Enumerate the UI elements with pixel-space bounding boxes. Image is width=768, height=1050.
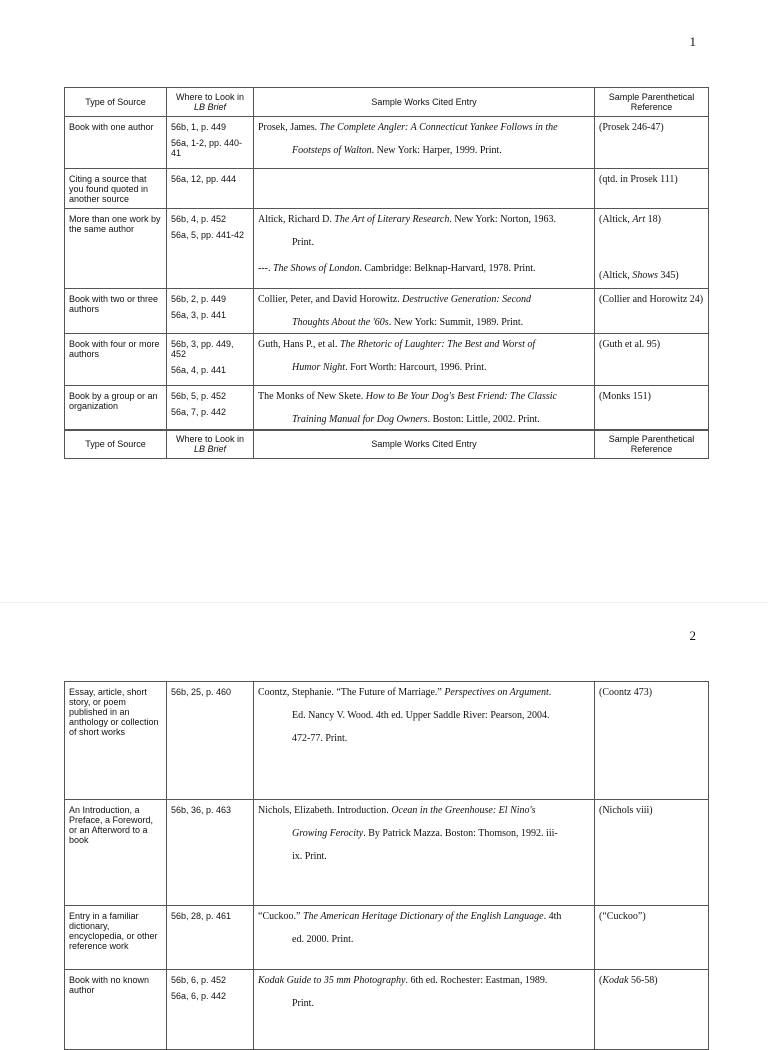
header-paren-label: Sample Parenthetical Reference: [608, 92, 695, 112]
source-type: An Introduction, a Preface, a Foreword, or an Afterword to a book: [65, 800, 167, 906]
where-to-look: [167, 970, 254, 1050]
citation-table-3: [64, 681, 709, 1050]
parenthetical-reference: (Nichols viii): [595, 800, 709, 906]
works-cited-entry: [254, 209, 595, 289]
where-to-look: [167, 682, 254, 800]
header-works-cited-entry: [254, 430, 595, 459]
citation-table-2: [64, 429, 709, 459]
entry-line: [258, 263, 591, 275]
works-cited-entry: [254, 906, 595, 970]
where-ref: 56a, 4, p. 441: [171, 365, 227, 375]
header-entry-label: Sample Works Cited Entry: [371, 439, 477, 449]
where-to-look: [167, 334, 254, 386]
page-number: 2: [689, 628, 696, 643]
parenthetical-reference: (Prosek 246-47): [595, 117, 709, 169]
works-cited-entry: [254, 289, 595, 334]
where-ref: 56a, 1-2, pp. 440-41: [171, 138, 243, 158]
entry-line: [258, 414, 591, 426]
where-to-look: [167, 209, 254, 289]
table-row: [65, 682, 709, 800]
table-header-row: [65, 88, 709, 117]
where-ref: 56a, 6, p. 442: [171, 991, 227, 1001]
paren-title: Shows: [632, 270, 658, 281]
entry-title: Footsteps of Walton: [292, 145, 372, 156]
entry-text: Coontz, Stephanie. “The Future of Marriage.”: [258, 687, 445, 698]
where-ref: 56b, 28, p. 461: [171, 911, 232, 921]
entry-text: . 6th ed. Rochester: Eastman, 1989.: [405, 975, 548, 986]
entry-line: [258, 805, 591, 817]
entry-line: [258, 317, 591, 329]
source-type: More than one work by the same author: [65, 209, 167, 289]
table-row: [65, 800, 709, 906]
entry-title: Training Manual for Dog Owners: [292, 414, 428, 425]
table-row: [65, 209, 709, 289]
paren-ref-a: [599, 214, 705, 226]
entry-title: The Art of Literary Research: [334, 214, 450, 225]
entry-title: Destructive Generation: Second: [402, 294, 532, 305]
where-ref: 56a, 12, pp. 444: [171, 174, 237, 184]
where-ref: 56b, 3, pp. 449, 452: [171, 339, 234, 359]
paren-ref-b: [599, 270, 705, 282]
where-ref: 56b, 36, p. 463: [171, 805, 232, 815]
source-type: Entry in a familiar dictionary, encyclopedia, or other reference work: [65, 906, 167, 970]
parenthetical-reference: (qtd. in Prosek 111): [595, 169, 709, 209]
works-cited-entry: [254, 334, 595, 386]
header-where-to-look: [167, 88, 254, 117]
where-to-look: [167, 169, 254, 209]
where-to-look: [167, 117, 254, 169]
parenthetical-reference: (“Cuckoo”): [595, 906, 709, 970]
table-row: [65, 117, 709, 169]
entry-text: .: [548, 687, 552, 698]
table-row: [65, 169, 709, 209]
header-parenthetical: [595, 430, 709, 459]
entry-title: Thoughts About the '60s: [292, 317, 389, 328]
entry-line: [258, 687, 591, 699]
entry-title: The Complete Angler: A Connecticut Yankee Follows in the: [319, 122, 558, 133]
entry-text: . New York: Summit, 1989. Print.: [388, 317, 524, 328]
source-type: Book with two or three authors: [65, 289, 167, 334]
paren-title: Kodak: [602, 975, 629, 986]
table-row: [65, 334, 709, 386]
source-type: Book with one author: [65, 117, 167, 169]
entry-text: . By Patrick Mazza. Boston: Thomson, 1992. iii-: [363, 828, 558, 839]
where-ref: 56b, 6, p. 452: [171, 975, 227, 985]
entry-text: ---.: [258, 263, 273, 274]
where-to-look: [167, 386, 254, 431]
entry-line: [258, 214, 591, 226]
header-paren-label: Sample Parenthetical Reference: [608, 434, 695, 454]
source-type: Book by a group or an organization: [65, 386, 167, 431]
source-type: Book with no known author: [65, 970, 167, 1050]
paren-text: 18): [645, 214, 661, 225]
paren-text: (Altick,: [599, 270, 633, 281]
header-works-cited-entry: [254, 88, 595, 117]
entry-line: [258, 911, 591, 923]
page-number: 1: [689, 34, 696, 49]
parenthetical-reference: (Collier and Horowitz 24): [595, 289, 709, 334]
paren-text: (Altick,: [599, 214, 633, 225]
paren-text: 56-58): [628, 975, 658, 986]
where-ref: 56a, 3, p. 441: [171, 310, 227, 320]
entry-text: Collier, Peter, and David Horowitz.: [258, 294, 403, 305]
entry-line: ix. Print.: [292, 851, 327, 862]
paren-text: (: [599, 975, 603, 986]
where-ref: 56b, 1, p. 449: [171, 122, 227, 132]
paren-text: 345): [657, 270, 679, 281]
entry-text: . 4th: [543, 911, 562, 922]
entry-text: Guth, Hans P., et al.: [258, 339, 340, 350]
where-ref: 56b, 5, p. 452: [171, 391, 227, 401]
entry-text: Nichols, Elizabeth. Introduction.: [258, 805, 392, 816]
parenthetical-reference: (Monks 151): [595, 386, 709, 431]
header-type-label: Type of Source: [85, 439, 146, 449]
entry-text: The Monks of New Skete.: [258, 391, 366, 402]
header-where-label: Where to Look in: [175, 434, 245, 444]
entry-title: The Rhetoric of Laughter: The Best and Worst of: [339, 339, 536, 350]
where-ref: 56b, 4, p. 452: [171, 214, 227, 224]
header-where-sub: LB Brief: [193, 102, 226, 112]
header-where-sub: LB Brief: [193, 444, 226, 454]
entry-title: Ocean in the Greenhouse: El Nino's: [391, 805, 536, 816]
works-cited-entry: [254, 970, 595, 1050]
citation-table-1: [64, 87, 709, 431]
source-type: Book with four or more authors: [65, 334, 167, 386]
entry-line: [258, 362, 591, 374]
entry-text: Altick, Richard D.: [258, 214, 335, 225]
entry-line: [258, 828, 591, 840]
entry-title: Humor Night: [292, 362, 346, 373]
entry-title: How to Be Your Dog's Best Friend: The Classic: [365, 391, 557, 402]
header-type-of-source: [65, 430, 167, 459]
entry-title: The American Heritage Dictionary of the English Language: [303, 911, 544, 922]
entry-title: Perspectives on Argument: [444, 687, 549, 698]
header-parenthetical: [595, 88, 709, 117]
parenthetical-reference: [595, 970, 709, 1050]
entry-text: Prosek, James.: [258, 122, 320, 133]
entry-text: . New York: Harper, 1999. Print.: [371, 145, 502, 156]
header-type-label: Type of Source: [85, 97, 146, 107]
entry-line: Print.: [292, 237, 314, 248]
table-row: [65, 386, 709, 431]
entry-line: [258, 391, 591, 403]
entry-line: [258, 145, 591, 157]
header-where-to-look: [167, 430, 254, 459]
where-ref: 56a, 7, p. 442: [171, 407, 227, 417]
works-cited-entry: [254, 117, 595, 169]
entry-line: [258, 975, 591, 987]
table-row: [65, 289, 709, 334]
entry-line: ed. 2000. Print.: [292, 934, 354, 945]
where-ref: 56a, 5, pp. 441-42: [171, 230, 245, 240]
source-type: Citing a source that you found quoted in another source: [65, 169, 167, 209]
entry-title: Growing Ferocity: [292, 828, 364, 839]
header-entry-label: Sample Works Cited Entry: [371, 97, 477, 107]
table-header-row: [65, 430, 709, 459]
entry-title: The Shows of London: [273, 263, 360, 274]
entry-text: . Cambridge: Belknap-Harvard, 1978. Print.: [359, 263, 536, 274]
entry-text: . New York: Norton, 1963.: [449, 214, 557, 225]
table-row: [65, 906, 709, 970]
entry-line: [258, 339, 591, 351]
entry-line: 472-77. Print.: [292, 733, 348, 744]
where-to-look: [167, 289, 254, 334]
entry-line: Ed. Nancy V. Wood. 4th ed. Upper Saddle River: Pearson, 2004.: [292, 710, 550, 721]
entry-text: “Cuckoo.”: [258, 911, 303, 922]
works-cited-entry: [254, 169, 595, 209]
where-to-look: [167, 800, 254, 906]
works-cited-entry: [254, 800, 595, 906]
parenthetical-reference: [595, 209, 709, 289]
entry-text: . Fort Worth: Harcourt, 1996. Print.: [345, 362, 487, 373]
works-cited-entry: [254, 386, 595, 431]
parenthetical-reference: (Guth et al. 95): [595, 334, 709, 386]
source-type: Essay, article, short story, or poem published in an anthology or collection of short works: [65, 682, 167, 800]
parenthetical-reference: (Coontz 473): [595, 682, 709, 800]
where-to-look: [167, 906, 254, 970]
header-where-label: Where to Look in: [175, 92, 245, 102]
where-ref: 56b, 2, p. 449: [171, 294, 227, 304]
page-separator: [0, 602, 768, 603]
entry-text: . Boston: Little, 2002. Print.: [427, 414, 540, 425]
entry-title: Kodak Guide to 35 mm Photography: [258, 975, 406, 986]
entry-line: Print.: [292, 998, 314, 1009]
where-ref: 56b, 25, p. 460: [171, 687, 232, 697]
works-cited-entry: [254, 682, 595, 800]
paren-title: Art: [632, 214, 646, 225]
header-type-of-source: [65, 88, 167, 117]
entry-line: [258, 294, 591, 306]
table-row: [65, 970, 709, 1050]
entry-line: [258, 122, 591, 134]
